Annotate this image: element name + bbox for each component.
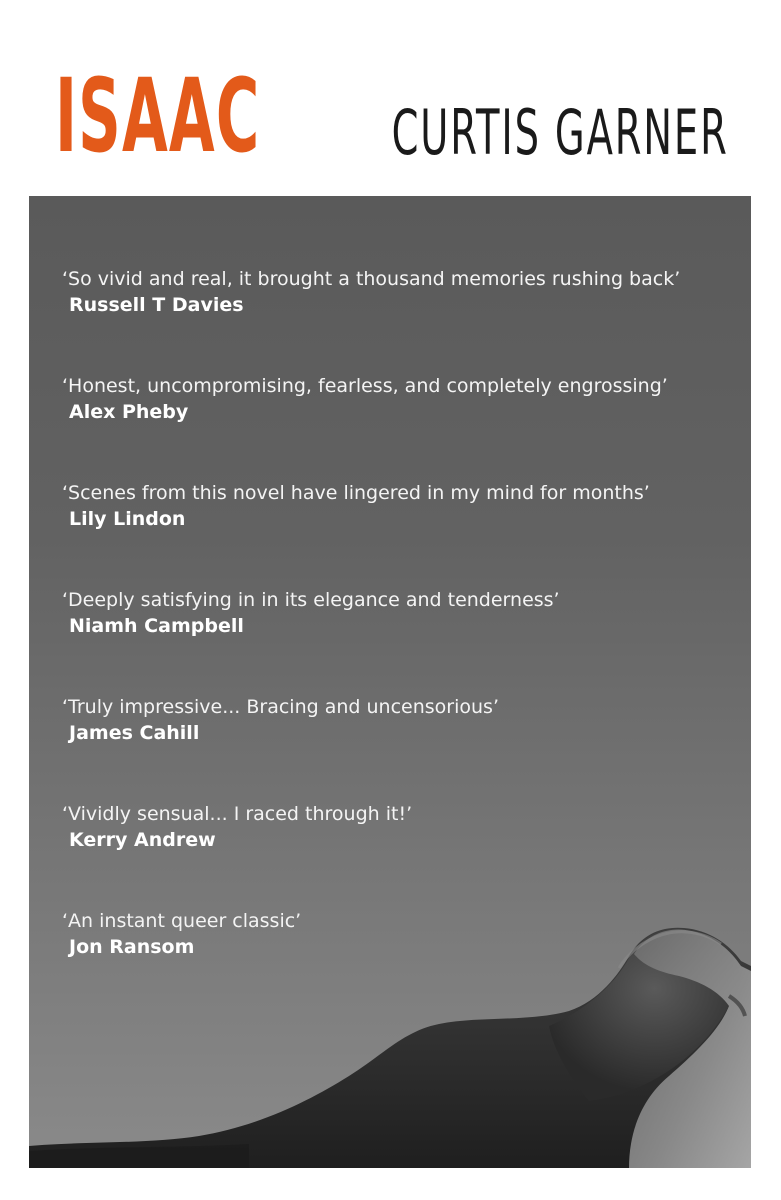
quote-text: ‘Truly impressive... Bracing and uncensorious’ — [62, 696, 499, 718]
quote-block — [62, 587, 722, 694]
quote-author: Alex Pheby — [69, 401, 189, 423]
quote-text: ‘An instant queer classic’ — [62, 910, 302, 932]
author-name: CURTIS GARNER — [391, 96, 729, 169]
quote-block — [62, 908, 722, 1015]
quote-author: James Cahill — [69, 722, 200, 744]
quote-text: ‘Vividly sensual... I raced through it!’ — [62, 803, 413, 825]
cover-photo-panel — [29, 196, 751, 1168]
quote-text: ‘Scenes from this novel have lingered in my mind for months’ — [62, 482, 650, 504]
quote-block — [62, 801, 722, 908]
quote-block — [62, 266, 722, 373]
quote-author: Lily Lindon — [69, 508, 186, 530]
quote-block — [62, 480, 722, 587]
quote-text: ‘Honest, uncompromising, fearless, and completely engrossing’ — [62, 375, 668, 397]
quote-text: ‘Deeply satisfying in in its elegance and tenderness’ — [62, 589, 560, 611]
quote-block — [62, 694, 722, 801]
quote-author: Kerry Andrew — [69, 829, 216, 851]
book-title: ISAAC — [55, 57, 261, 176]
cover-header — [0, 0, 781, 196]
quote-text: ‘So vivid and real, it brought a thousand memories rushing back’ — [62, 268, 681, 290]
review-quotes — [62, 266, 722, 1015]
quote-author: Niamh Campbell — [69, 615, 244, 637]
quote-block — [62, 373, 722, 480]
quote-author: Russell T Davies — [69, 294, 244, 316]
quote-author: Jon Ransom — [69, 936, 195, 958]
